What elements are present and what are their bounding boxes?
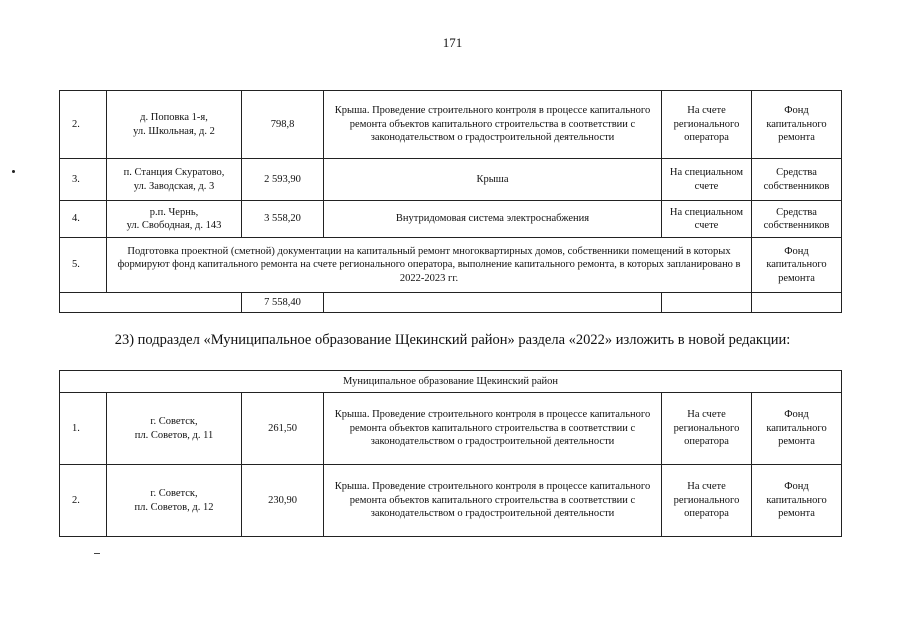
table-title-row bbox=[60, 371, 842, 393]
account-type-cell: На счете регионального оператора bbox=[662, 91, 752, 159]
work-type-cell: Крыша bbox=[324, 159, 662, 201]
address-line-1: р.п. Чернь, bbox=[149, 206, 199, 218]
address-cell bbox=[107, 91, 242, 159]
address-cell bbox=[107, 159, 242, 201]
account-type-cell: На счете регионального оператора bbox=[662, 465, 752, 537]
address-cell bbox=[107, 393, 242, 465]
housing-repair-table-continued bbox=[59, 90, 842, 313]
address-line-2: ул. Свободная, д. 143 bbox=[126, 220, 222, 231]
row-number: 2. bbox=[60, 465, 107, 537]
table-row bbox=[60, 465, 842, 537]
address-line-1: п. Станция Скуратово, bbox=[123, 167, 225, 178]
shchekino-district-table bbox=[59, 370, 842, 537]
funding-source-cell: Фонд капитального ремонта bbox=[752, 91, 842, 159]
row-number: 3. bbox=[60, 159, 107, 201]
table-row-design-work bbox=[60, 238, 842, 293]
empty-cell bbox=[324, 293, 662, 313]
table-row bbox=[60, 91, 842, 159]
work-type-cell: Крыша. Проведение строительного контроля в процессе капитального ремонта объектов капитального строительства в соответствии с законодательством о градостроительной деятельности bbox=[324, 393, 662, 465]
funding-source-cell: Фонд капитального ремонта bbox=[752, 465, 842, 537]
page-number: 171 bbox=[442, 35, 463, 50]
scan-artifact-dot bbox=[12, 170, 15, 173]
empty-cell bbox=[662, 293, 752, 313]
design-work-description: Подготовка проектной (сметной) документации на капитальный ремонт многоквартирных домов, собственники помещений в которых формируют фонд капитального ремонта на счете регионального оператора, выполнение капитального ремонта, в которых запланировано в 2022-2023 гг. bbox=[107, 238, 752, 293]
work-type-cell: Внутридомовая система электроснабжения bbox=[324, 201, 662, 238]
total-amount: 7 558,40 bbox=[242, 293, 324, 313]
address-line-1: г. Советск, bbox=[150, 416, 198, 427]
total-row bbox=[60, 293, 842, 313]
empty-cell bbox=[60, 293, 242, 313]
amount-cell: 3 558,20 bbox=[242, 201, 324, 238]
address-line-2: ул. Заводская, д. 3 bbox=[133, 180, 215, 192]
amount-cell: 261,50 bbox=[242, 393, 324, 465]
table-row bbox=[60, 201, 842, 238]
row-number: 4. bbox=[60, 201, 107, 238]
row-number: 2. bbox=[60, 91, 107, 159]
funding-source-cell: Фонд капитального ремонта bbox=[752, 393, 842, 465]
funding-source-cell: Средства собственников bbox=[752, 159, 842, 201]
scan-artifact-dash bbox=[94, 553, 100, 554]
work-type-cell: Крыша. Проведение строительного контроля в процессе капитального ремонта объектов капитального строительства в соответствии с законодательством о градостроительной деятельности bbox=[324, 91, 662, 159]
address-line-2: пл. Советов, д. 11 bbox=[134, 429, 214, 441]
work-type-cell: Крыша. Проведение строительного контроля в процессе капитального ремонта объектов капитального строительства в соответствии с законодательством о градостроительной деятельности bbox=[324, 465, 662, 537]
empty-cell bbox=[752, 293, 842, 313]
row-number: 1. bbox=[60, 393, 107, 465]
amount-cell: 230,90 bbox=[242, 465, 324, 537]
address-line-2: ул. Школьная, д. 2 bbox=[133, 125, 215, 137]
address-cell bbox=[107, 201, 242, 238]
section-heading: 23) подраздел «Муниципальное образование Щекинский район» раздела «2022» изложить в новой редакции: bbox=[114, 332, 791, 348]
funding-source-cell: Фонд капитального ремонта bbox=[752, 238, 842, 293]
table-row bbox=[60, 159, 842, 201]
funding-source-cell: Средства собственников bbox=[752, 201, 842, 238]
account-type-cell: На счете регионального оператора bbox=[662, 393, 752, 465]
address-line-2: пл. Советов, д. 12 bbox=[134, 501, 214, 513]
table-title: Муниципальное образование Щекинский район bbox=[60, 371, 842, 393]
amount-cell: 798,8 bbox=[242, 91, 324, 159]
table-row bbox=[60, 393, 842, 465]
row-number: 5. bbox=[60, 238, 107, 293]
address-line-1: д. Поповка 1-я, bbox=[140, 112, 208, 123]
account-type-cell: На специальном счете bbox=[662, 159, 752, 201]
amount-cell: 2 593,90 bbox=[242, 159, 324, 201]
address-line-1: г. Советск, bbox=[150, 488, 198, 499]
address-cell bbox=[107, 465, 242, 537]
account-type-cell: На специальном счете bbox=[662, 201, 752, 238]
